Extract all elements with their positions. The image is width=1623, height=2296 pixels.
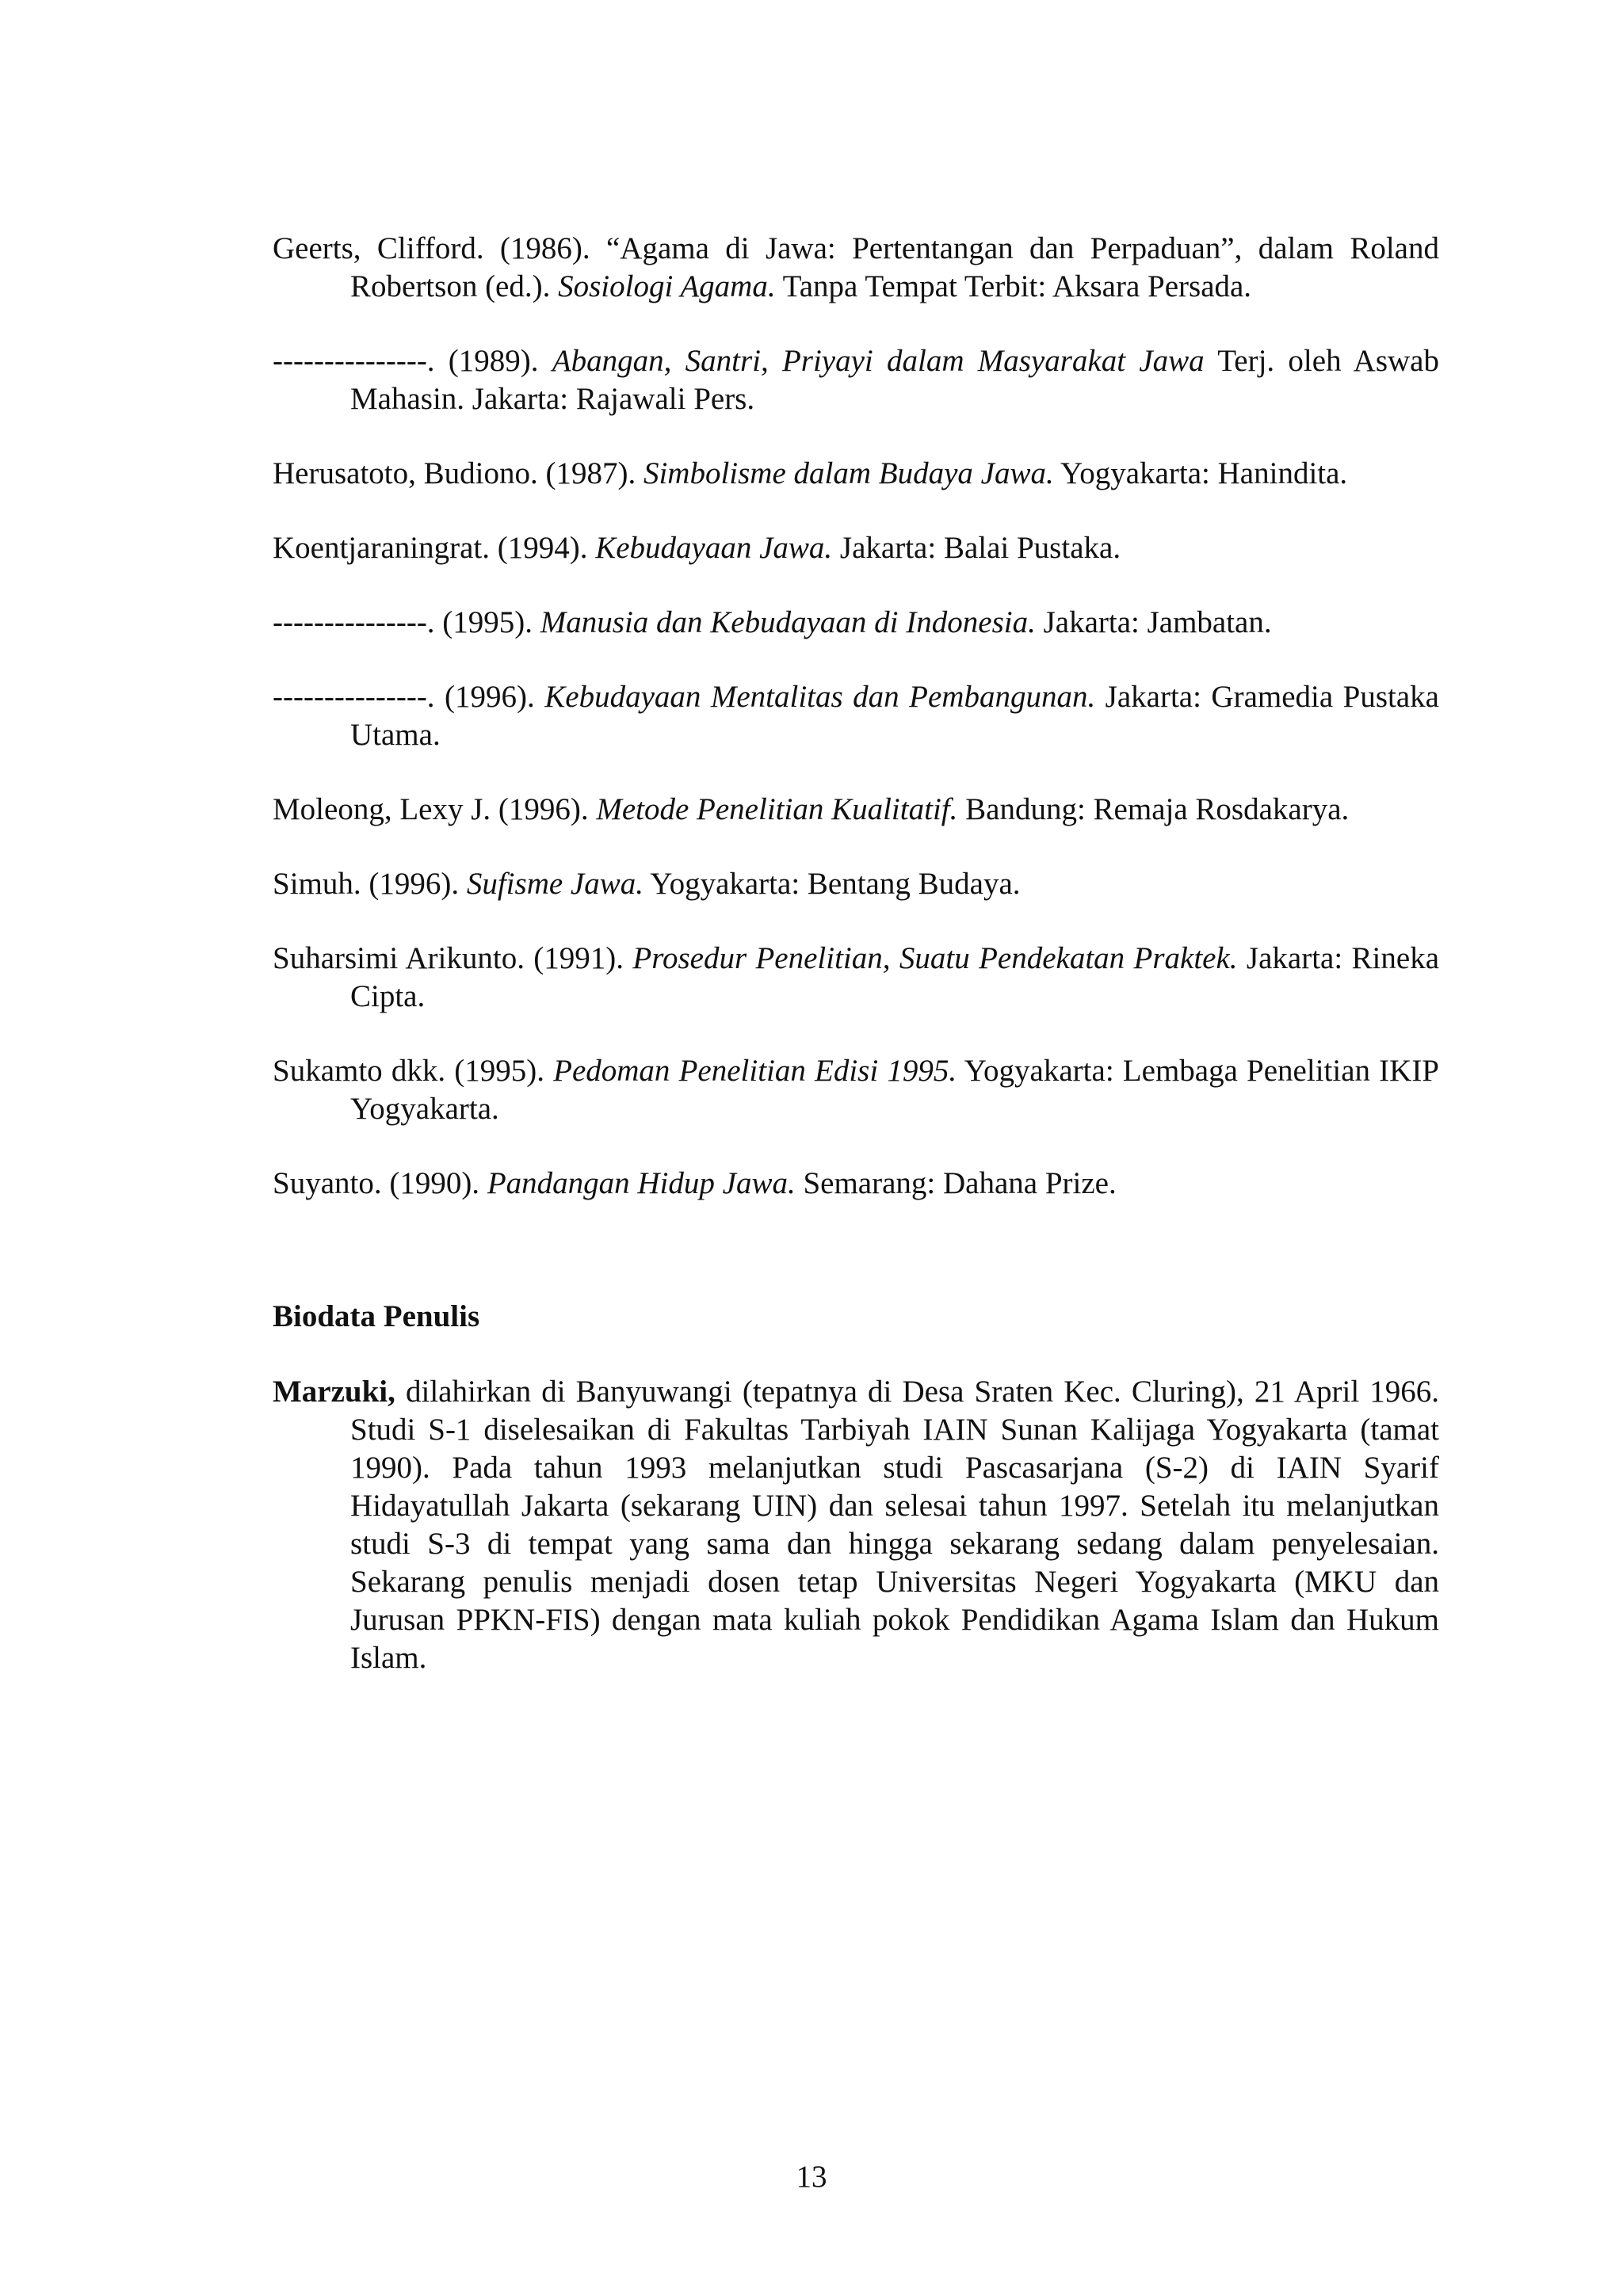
reference-entry: Koentjaraningrat. (1994). Kebudayaan Jawa. Jakarta: Balai Pustaka.	[273, 531, 1121, 565]
reference-entry: Herusatoto, Budiono. (1987). Simbolisme dalam Budaya Jawa. Yogyakarta: Hanindita.	[273, 456, 1348, 490]
reference-title: Kebudayaan Mentalitas dan Pembangunan.	[544, 680, 1096, 714]
reference-title: Prosedur Penelitian, Suatu Pendekatan Praktek.	[632, 941, 1238, 975]
reference-title: Abangan, Santri, Priyayi dalam Masyarakat Jawa	[552, 344, 1205, 378]
reference-title: Sufisme Jawa.	[466, 867, 643, 901]
reference-entry: ---------------. (1995). Manusia dan Kebudayaan di Indonesia. Jakarta: Jambatan.	[273, 605, 1272, 639]
biodata-paragraph	[273, 1373, 1439, 1677]
reference-title: Metode Penelitian Kualitatif.	[596, 792, 958, 826]
reference-entry: Simuh. (1996). Sufisme Jawa. Yogyakarta: Bentang Budaya.	[273, 867, 1021, 901]
reference-title: Kebudayaan Jawa.	[595, 531, 833, 565]
reference-entry: Suharsimi Arikunto. (1991). Prosedur Penelitian, Suatu Pendekatan Praktek. Jakarta: Rineka Cipta.	[273, 941, 1439, 1013]
reference-entry: Geerts, Clifford. (1986). “Agama di Jawa: Pertentangan dan Perpaduan”, dalam Roland Robertson (ed.). Sosiologi Agama. Tanpa Tempat Terbit: Aksara Persada.	[273, 231, 1439, 303]
reference-title: Pandangan Hidup Jawa.	[487, 1166, 796, 1200]
reference-entry: ---------------. (1989). Abangan, Santri, Priyayi dalam Masyarakat Jawa Terj. oleh Aswab Mahasin. Jakarta: Rajawali Pers.	[273, 344, 1439, 416]
page-number: 13	[796, 2160, 827, 2194]
biodata-text: dilahirkan di Banyuwangi (tepatnya di Desa Sraten Kec. Cluring), 21 April 1966. Studi S-1 diselesaikan di Fakultas Tarbiyah IAIN Sunan Kalijaga Yogyakarta (tamat 1990). Pada tahun 1993 melanjutkan studi Pascasarjana (S-2) di IAIN Syarif Hidayatullah Jakarta (sekarang UIN) dan selesai tahun 1997. Setelah itu melanjutkan studi S-3 di tempat yang sama dan hingga sekarang sedang dalam penyelesaian. Sekarang penulis menjadi dosen tetap Universitas Negeri Yogyakarta (MKU dan Jurusan PPKN-FIS) dengan mata kuliah pokok Pendidikan Agama Islam dan Hukum Islam.	[350, 1375, 1439, 1675]
reference-entry: Sukamto dkk. (1995). Pedoman Penelitian Edisi 1995. Yogyakarta: Lembaga Penelitian IKIP Yogyakarta.	[273, 1054, 1439, 1126]
reference-list	[273, 230, 1439, 1239]
reference-entry: Moleong, Lexy J. (1996). Metode Penelitian Kualitatif. Bandung: Remaja Rosdakarya.	[273, 792, 1350, 826]
biodata-heading: Biodata Penulis	[273, 1299, 480, 1333]
reference-entry: Suyanto. (1990). Pandangan Hidup Jawa. Semarang: Dahana Prize.	[273, 1166, 1117, 1200]
author-name: Marzuki,	[273, 1375, 395, 1409]
reference-title: Pedoman Penelitian Edisi 1995.	[553, 1054, 957, 1088]
reference-title: Sosiologi Agama.	[558, 269, 776, 303]
reference-entry: ---------------. (1996). Kebudayaan Mentalitas dan Pembangunan. Jakarta: Gramedia Pustaka Utama.	[273, 680, 1439, 752]
reference-title: Simbolisme dalam Budaya Jawa.	[643, 456, 1054, 490]
reference-title: Manusia dan Kebudayaan di Indonesia.	[540, 605, 1036, 639]
